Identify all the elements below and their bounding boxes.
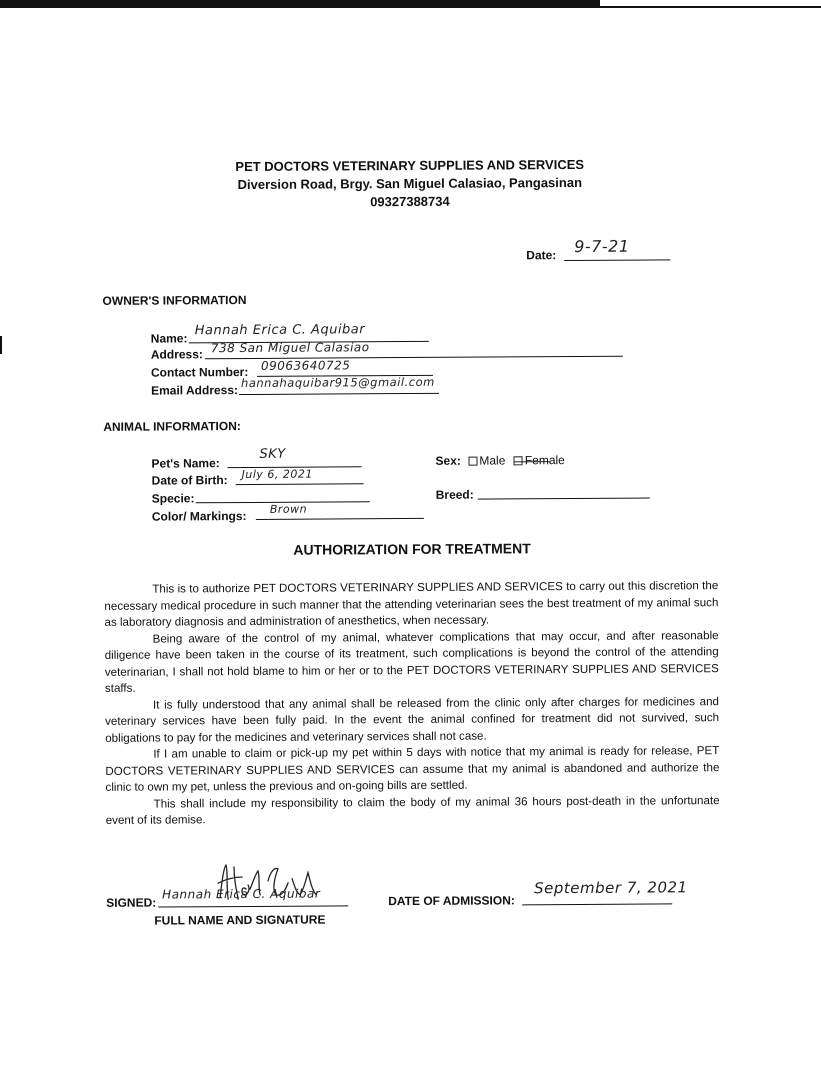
owner-address-value: 738 San Miguel Calasiao	[210, 340, 370, 356]
breed-line	[478, 498, 650, 500]
date-line	[564, 259, 670, 261]
dob-label: Date of Birth:	[151, 473, 228, 488]
color-label: Color/ Markings:	[151, 508, 247, 524]
sex-male-option[interactable]	[468, 453, 505, 467]
dob-line	[236, 483, 364, 485]
pet-name-value: SKY	[259, 446, 286, 462]
color-line	[256, 518, 424, 520]
dob-value: July 6, 2021	[241, 467, 313, 482]
authorization-heading: AUTHORIZATION FOR TREATMENT	[293, 540, 531, 558]
owner-contact-value: 09063640725	[260, 358, 351, 373]
signed-label: SIGNED:	[106, 895, 157, 910]
owner-name-value: Hannah Erica C. Aquibar	[194, 322, 366, 339]
sex-female-option[interactable]	[514, 453, 565, 467]
signed-name-value: Hannah Erica C. Aquibar	[162, 886, 321, 902]
authorization-paragraph: If I am unable to claim or pick-up my pet within 5 days with notice that my animal is ready for release, PET DOCTORS VETERINARY SUPPLIES AND SERVICES can assume that my animal is abandoned and authorize the clinic to own my pet, unless the previous and on-going bills are settled.	[105, 744, 720, 794]
color-value: Brown	[269, 502, 308, 516]
sex-field	[435, 451, 564, 470]
pet-name-label: Pet's Name:	[151, 456, 220, 471]
owner-address-label: Address:	[150, 347, 203, 362]
authorization-paragraph: It is fully understood that any animal shall be released from the clinic only after charges for medicines and veterinary services have been fully paid. In the event the animal confined for treatment did not survived, such obligations to pay for the medicines and veterinary services shall not case.	[105, 694, 720, 745]
owner-name-label: Name:	[150, 331, 188, 346]
specie-label: Specie:	[151, 491, 195, 506]
female-strike-mark	[514, 461, 550, 462]
authorization-paragraph: Being aware of the control of my animal, whatever complications that may occur, and after reasonable diligence have been taken in the course of its treatment, such complications is beyond the control of the attending veterinarian, I shall not hold blame to him or her or to the PET DOCTORS VETERINARY SUPPLIES AND SERVICES staffs.	[104, 628, 719, 695]
admission-line	[522, 903, 672, 905]
date-value: 9-7-21	[574, 236, 630, 256]
owner-heading: OWNER'S INFORMATION	[102, 292, 247, 308]
sex-female-label: Female	[524, 453, 565, 468]
date-label: Date:	[526, 248, 557, 263]
authorization-paragraph: This is to authorize PET DOCTORS VETERINARY SUPPLIES AND SERVICES to carry out this discretion the necessary medical procedure in such manner that the attending veterinarian sees the best treatment of my animal such as laboratory diagnosis and administration of anesthetics, when necessary.	[104, 579, 719, 629]
clinic-phone: 09327388734	[370, 193, 450, 210]
signature-caption: FULL NAME AND SIGNATURE	[154, 912, 326, 928]
sex-label: Sex:	[435, 453, 461, 468]
owner-email-value: hannahaquibar915@gmail.com	[240, 374, 435, 391]
animal-heading: ANIMAL INFORMATION:	[103, 419, 241, 434]
breed-label: Breed:	[435, 487, 474, 502]
signed-line	[158, 905, 348, 907]
owner-contact-label: Contact Number:	[150, 364, 249, 380]
authorization-paragraph: This shall include my responsibility to claim the body of my animal 36 hours post-death in the unfortunate event of its demise.	[105, 793, 720, 827]
admission-value: September 7, 2021	[534, 878, 688, 898]
male-checkbox[interactable]	[468, 457, 477, 466]
admission-label: DATE OF ADMISSION:	[388, 893, 515, 909]
authorization-body	[104, 578, 720, 829]
sex-male-label: Male	[479, 453, 506, 468]
clinic-name: PET DOCTORS VETERINARY SUPPLIES AND SERVICES	[235, 156, 585, 175]
owner-email-label: Email Address:	[151, 383, 239, 398]
owner-email-line	[239, 393, 439, 395]
clinic-address: Diversion Road, Brgy. San Miguel Calasiao, Pangasinan	[237, 174, 583, 193]
